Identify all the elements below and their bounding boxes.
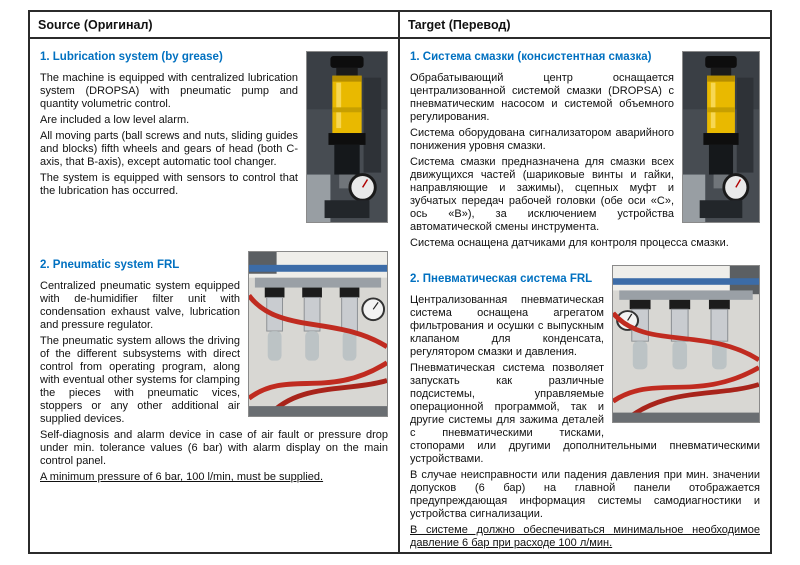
- target-body: [400, 39, 770, 552]
- source-header: Source (Оригинал): [30, 12, 398, 39]
- document-page: [28, 10, 772, 554]
- target-section1-paragraph-1: Обрабатывающий центр оснащается централизованной системой смазки (DROPSA) с пневматическим насосом и системой объемного регулирования.: [410, 72, 674, 123]
- two-column-layout: [30, 12, 770, 552]
- target-section1-paragraph-4: Система оснащена датчиками для контроля процесса смазки.: [410, 237, 729, 249]
- target-section2-paragraph-1: Централизованная пневматическая система оснащена агрегатом фильтрования и осушки с выпускным клапаном для конденсата, регулятором смазки и давления.: [410, 294, 604, 358]
- source-section2-min-pressure-note: A minimum pressure of 6 bar, 100 l/min, must be supplied.: [40, 471, 324, 483]
- target-section2-paragraph-2: Пневматическая система позволяет запускать как различные подсистемы, управляемые операционной программой, так и другие системы для зажима деталей с пневматическими тисками, стопорами или другими дополнительными пневматическими устройствами.: [410, 362, 760, 465]
- grease-pump-image: [307, 52, 387, 222]
- source-section-lubrication: [40, 51, 388, 198]
- source-section1-paragraph-2: Are included a low level alarm.: [40, 114, 190, 126]
- grease-pump-image: [683, 52, 759, 222]
- target-section1-heading: 1. Система смазки (консистентная смазка): [410, 51, 652, 63]
- source-section2-paragraph-1: Centralized pneumatic system equipped with de-humidifier filter unit with condensation exhaust valve, lubrication and pressure regulator.: [40, 280, 240, 331]
- grease-pump-photo: [306, 51, 388, 223]
- pneumatic-frl-image: [249, 252, 387, 416]
- source-section1-paragraph-1: The machine is equipped with centralized lubrication system (DROPSA) with pneumatic pump and quantity volumetric control.: [40, 72, 298, 110]
- source-column: [30, 12, 400, 552]
- target-column: [400, 12, 770, 552]
- target-section-lubrication: [410, 51, 760, 250]
- pneumatic-frl-unit-photo: [612, 265, 760, 423]
- target-section2-min-pressure-note: В системе должно обеспечиваться минимальное необходимое давление 6 бар при расходе 100 л/мин.: [410, 524, 760, 549]
- source-section1-paragraph-3: All moving parts (ball screws and nuts, sliding guides and blocks) fifth wheels and gears of head (both C-axis, that B-axis), except automatic tool changer.: [40, 130, 298, 168]
- target-section-pneumatic: [410, 253, 760, 550]
- target-section2-heading: 2. Пневматическая система FRL: [410, 273, 593, 285]
- target-section1-paragraph-2: Система оборудована сигнализатором аварийного понижения уровня смазки.: [410, 127, 674, 152]
- target-header: Target (Перевод): [400, 12, 770, 39]
- grease-pump-photo: [682, 51, 760, 223]
- source-body: [30, 39, 398, 552]
- target-section1-paragraph-3: Система смазки предназначена для смазки всех движущихся частей (шариковые винты и гайки, направляющие и зажимы), сцепных муфт и зубчатых передач рабочей головки (обе оси «С», ось «В»), за исключением устройства автоматической смены инструмента.: [410, 156, 674, 233]
- pneumatic-frl-image: [613, 266, 759, 422]
- pneumatic-frl-unit-photo: [248, 251, 388, 417]
- source-section1-heading: 1. Lubrication system (by grease): [40, 51, 223, 63]
- source-section2-heading: 2. Pneumatic system FRL: [40, 259, 180, 271]
- source-section-pneumatic: [40, 229, 388, 484]
- source-section2-paragraph-2: The pneumatic system allows the driving of the different subsystems with direct control from operating program, along with eventual other systems for clamping the pieces with pneumatic vices, stoppers or any other additional air supplied devices.: [40, 335, 240, 425]
- source-section2-paragraph-3: Self-diagnosis and alarm device in case of air fault or pressure drop under min. tolerance values (6 bar) with alarm display on the main control panel.: [40, 429, 388, 467]
- target-section2-paragraph-3: В случае неисправности или падения давления при мин. значении допусков (6 бар) на главной панели отображается предупреждающая информация системы самодиагностики и устройства сигнализации.: [410, 469, 760, 520]
- source-section1-paragraph-4: The system is equipped with sensors to control that the lubrication has occurred.: [40, 172, 298, 197]
